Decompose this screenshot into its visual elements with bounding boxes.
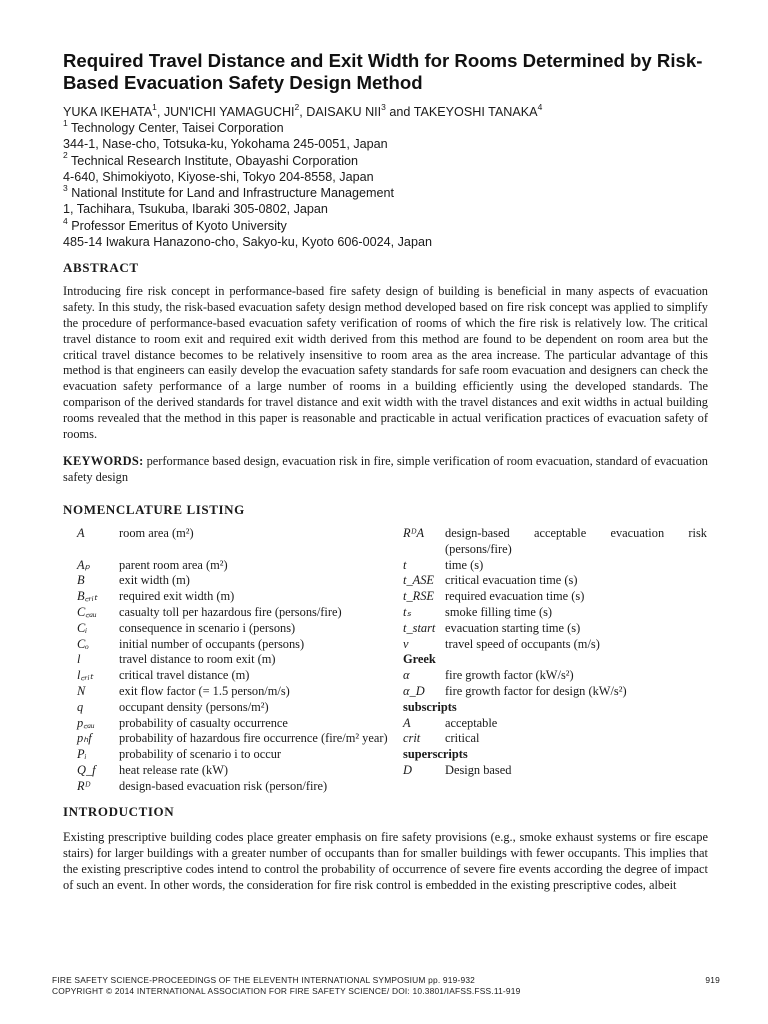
- nomenclature-description: design-based evacuation risk (person/fire): [119, 778, 328, 793]
- nomenclature-row: [77, 573, 707, 589]
- page-number: 919: [705, 975, 720, 985]
- author-name: YUKA IKEHATA: [63, 105, 153, 119]
- nomenclature-description: design-based acceptable evacuation risk (persons/fire): [445, 525, 707, 556]
- author-name: DAISAKU NII: [306, 105, 382, 119]
- nomenclature-description: critical: [445, 731, 480, 746]
- page-footer: [52, 975, 720, 997]
- nomenclature-symbol: p꜀ₐᵤ: [77, 715, 95, 730]
- nomenclature-description: heat release rate (kW): [119, 762, 229, 777]
- nomenclature-symbol: v: [403, 636, 409, 651]
- nomenclature-description: parent room area (m²): [119, 557, 228, 572]
- keywords-label: KEYWORDS:: [63, 454, 144, 469]
- nomenclature-symbol: l꜀ᵣᵢₜ: [77, 668, 94, 683]
- nomenclature-symbol: t_start: [403, 620, 436, 635]
- affiliation-mark: 2: [294, 101, 300, 112]
- nomenclature-description: probability of hazardous fire occurrence (fire/m² year): [119, 731, 388, 746]
- nomenclature-description: evacuation starting time (s): [445, 620, 581, 635]
- nomenclature-row: [77, 668, 707, 684]
- nomenclature-symbol: C꜀ₐᵤ: [77, 604, 97, 619]
- nomenclature-description: occupant density (persons/m²): [119, 699, 269, 714]
- affiliation-address: 344-1, Nase-cho, Totsuka-ku, Yokohama 245-0051, Japan: [63, 137, 388, 152]
- nomenclature-description: exit flow factor (= 1.5 person/m/s): [119, 683, 290, 698]
- nomenclature-description: Design based: [445, 762, 512, 777]
- nomenclature-description: travel speed of occupants (m/s): [445, 636, 600, 651]
- nomenclature-row: [77, 621, 707, 637]
- nomenclature-description: initial number of occupants (persons): [119, 636, 305, 651]
- nomenclature-row: [77, 684, 707, 700]
- nomenclature-row: [77, 652, 707, 668]
- nomenclature-group-heading: Greek: [403, 652, 436, 667]
- introduction-text: Existing prescriptive building codes place greater emphasis on fire safety provisions (e.g., smoke exhaust systems or fire escape stairs) for larger buildings with a greater number of occupants than for smaller buildings with fewer occupants. This implies that the existing prescriptive codes intend to control the probability of occurrence of severe fire events according the degree of impact of such an event. In other words, the consideration for fire risk control is embedded in the existing prescriptive codes, albeit: [63, 830, 708, 892]
- nomenclature-row: [77, 589, 707, 605]
- affiliation-mark: 3: [381, 101, 386, 112]
- nomenclature-row: [77, 731, 707, 747]
- nomenclature-description: [445, 779, 707, 795]
- nomenclature-description: fire growth factor for design (kW/s²): [445, 683, 627, 698]
- nomenclature-description: required evacuation time (s): [445, 589, 585, 604]
- nomenclature-description: exit width (m): [119, 573, 190, 588]
- affiliation-mark: 1: [152, 101, 157, 112]
- keywords-text: performance based design, evacuation risk in fire, simple verification of room evacuation, standard of evacuation safety design: [63, 454, 708, 485]
- author-name: TAKEYOSHI TANAKA: [413, 105, 538, 119]
- nomenclature-symbol: Cₒ: [77, 636, 89, 651]
- nomenclature-description: critical travel distance (m): [119, 668, 250, 683]
- nomenclature-description: acceptable: [445, 715, 498, 730]
- nomenclature-row: [77, 747, 707, 763]
- nomenclature-description: required exit width (m): [119, 589, 235, 604]
- nomenclature-description: time (s): [445, 557, 484, 572]
- nomenclature-description: consequence in scenario i (persons): [119, 620, 296, 635]
- nomenclature-symbol: Rᴰ: [77, 778, 91, 793]
- nomenclature-row: [77, 605, 707, 621]
- nomenclature-symbol: B꜀ᵣᵢₜ: [77, 589, 98, 604]
- nomenclature-symbol: t_ASE: [403, 573, 434, 588]
- nomenclature-group-heading: superscripts: [403, 747, 468, 762]
- abstract-text: Introducing fire risk concept in performance-based fire safety design of building is beneficial in many aspects of evacuation safety. In this study, the risk-based evacuation safety design method developed based on fire risk concept was applied to simplify the procedure of performance-based evacuation safety verification of rooms of which the fire risk is relatively low. The critical travel distance to room exit and required exit width derived from this method are found to be dependent on room area but the critical travel distance becomes to be relatively insensitive to room area as the area increase. The particular advantage of this method is that engineers can easily develop the evacuation safety standards for safe room evacuation and designers can check the evacuation safety performance of a large number of rooms in a building efficiently using the developed standards. The comparison of the derived standards for travel distance and exit width with the travel distances and exit widths in actual building rooms revealed that the method in this paper is reasonable and practicable in actual verification practices of evacuation safety of rooms.: [63, 284, 708, 441]
- nomenclature-symbol: N: [77, 683, 86, 698]
- nomenclature-symbol: D: [403, 762, 412, 777]
- paper-title: Required Travel Distance and Exit Width for Rooms Determined by Risk-Based Evacuation Safety Design Method: [63, 50, 703, 93]
- nomenclature-symbol: A: [77, 525, 85, 540]
- affiliations: [63, 117, 708, 250]
- affiliation: $^3$ National Institute for Land and Infrastructure Management: [63, 183, 394, 201]
- nomenclature-row: [77, 763, 707, 779]
- nomenclature-symbol: tₛ: [403, 604, 412, 619]
- nomenclature-group-heading: subscripts: [403, 699, 457, 714]
- nomenclature-description: smoke filling time (s): [445, 604, 553, 619]
- nomenclature-row: [77, 526, 707, 558]
- nomenclature-symbol: q: [77, 699, 84, 714]
- nomenclature-symbol: A: [403, 715, 411, 730]
- affiliation: $^2$ Technical Research Institute, Obayashi Corporation: [63, 150, 359, 168]
- nomenclature-symbol: α_D: [403, 683, 425, 698]
- abstract-heading: ABSTRACT: [63, 260, 139, 276]
- affiliation-address: 4-640, Shimokiyoto, Kiyose-shi, Tokyo 204-8558, Japan: [63, 169, 374, 184]
- affiliation-mark: 4: [537, 101, 543, 112]
- nomenclature-description: casualty toll per hazardous fire (persons/fire): [119, 604, 342, 619]
- nomenclature-description: probability of scenario i to occur: [119, 747, 282, 762]
- nomenclature-symbol: Cᵢ: [77, 620, 88, 635]
- nomenclature-symbol: crit: [403, 731, 421, 746]
- nomenclature-heading: NOMENCLATURE LISTING: [63, 501, 245, 517]
- nomenclature-symbol: Pᵢ: [77, 747, 87, 762]
- nomenclature-row: [77, 700, 707, 716]
- nomenclature-description: critical evacuation time (s): [445, 573, 578, 588]
- affiliation-address: 1, Tachihara, Tsukuba, Ibaraki 305-0802, Japan: [63, 202, 328, 217]
- nomenclature-symbol: t: [403, 557, 407, 572]
- keywords: [63, 454, 708, 486]
- affiliation: $^4$ Professor Emeritus of Kyoto University: [63, 215, 287, 233]
- nomenclature-symbol: α: [403, 668, 410, 683]
- affiliation-address: 485-14 Iwakura Hanazono-cho, Sakyo-ku, Kyoto 606-0024, Japan: [63, 235, 432, 250]
- author-list: YUKA IKEHATA$^1$, JUN'ICHI YAMAGUCHI$^2$, DAISAKU NII$^3$ and TAKEYOSHI TANAKA$^4$: [63, 101, 543, 119]
- nomenclature-symbol: l: [77, 652, 81, 667]
- footer-copyright: COPYRIGHT © 2014 INTERNATIONAL ASSOCIATION FOR FIRE SAFETY SCIENCE/ DOI: 10.3801/IAFSS.FSS.11-919: [52, 986, 521, 996]
- nomenclature-row: [77, 716, 707, 732]
- nomenclature-row: [77, 637, 707, 653]
- nomenclature-symbol: Aₚ: [77, 557, 90, 572]
- footer-proceedings: FIRE SAFETY SCIENCE-PROCEEDINGS OF THE ELEVENTH INTERNATIONAL SYMPOSIUM pp. 919-932: [52, 975, 476, 985]
- nomenclature-table: [77, 526, 707, 795]
- nomenclature-description: probability of casualty occurrence: [119, 715, 288, 730]
- nomenclature-row: [77, 558, 707, 574]
- nomenclature-description: travel distance to room exit (m): [119, 652, 276, 667]
- nomenclature-symbol: RᴰA: [403, 525, 425, 540]
- nomenclature-symbol: t_RSE: [403, 589, 434, 604]
- author-name: JUN'ICHI YAMAGUCHI: [163, 105, 295, 119]
- introduction-heading: INTRODUCTION: [63, 804, 175, 820]
- paper-page: [63, 50, 708, 894]
- affiliation: $^1$ Technology Center, Taisei Corporation: [63, 117, 284, 135]
- nomenclature-description: fire growth factor (kW/s²): [445, 668, 574, 683]
- nomenclature-description: room area (m²): [119, 525, 194, 540]
- nomenclature-symbol: pₕf: [77, 731, 92, 746]
- nomenclature-row: [77, 779, 707, 795]
- nomenclature-symbol: [403, 779, 445, 795]
- nomenclature-symbol: Q_f: [77, 762, 96, 777]
- nomenclature-symbol: B: [77, 573, 85, 588]
